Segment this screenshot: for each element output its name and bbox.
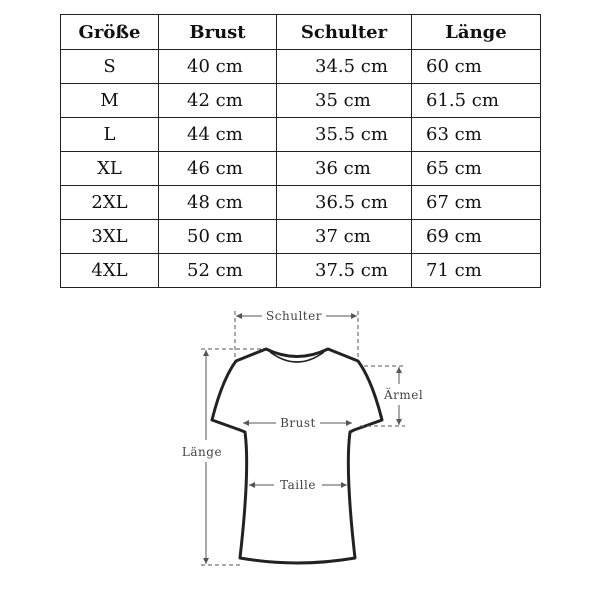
length-arrow-top (203, 350, 209, 356)
shoulder-cell: 37.5 cm (277, 254, 412, 288)
length-cell: 67 cm (412, 186, 541, 220)
length-arrow-bottom (203, 558, 209, 564)
table-row (61, 254, 541, 288)
chest-cell: 48 cm (159, 186, 277, 220)
chest-cell: 50 cm (159, 220, 277, 254)
size-chart-table (60, 14, 541, 288)
header-shoulder: Schulter (277, 15, 412, 50)
table-row (61, 220, 541, 254)
length-cell: 65 cm (412, 152, 541, 186)
waist-label: Taille (280, 478, 316, 492)
waist-arrow-left (249, 482, 255, 488)
chest-arrow-right (346, 420, 352, 426)
length-cell: 60 cm (412, 50, 541, 84)
header-chest: Brust (159, 15, 277, 50)
length-cell: 69 cm (412, 220, 541, 254)
shoulder-cell: 36 cm (277, 152, 412, 186)
chest-cell: 40 cm (159, 50, 277, 84)
shoulder-cell: 36.5 cm (277, 186, 412, 220)
size-cell: L (61, 118, 159, 152)
size-cell: S (61, 50, 159, 84)
chest-label: Brust (280, 416, 316, 430)
size-cell: XL (61, 152, 159, 186)
table-row (61, 50, 541, 84)
tshirt-outline (212, 349, 382, 563)
size-cell: 2XL (61, 186, 159, 220)
shoulder-arrow-left (236, 313, 242, 319)
size-cell: 3XL (61, 220, 159, 254)
tshirt-measurement-diagram (0, 300, 600, 600)
table-row (61, 152, 541, 186)
sleeve-arrow-bottom (396, 419, 402, 425)
chest-cell: 46 cm (159, 152, 277, 186)
shoulder-label: Schulter (266, 309, 322, 323)
chest-cell: 52 cm (159, 254, 277, 288)
chest-arrow-left (243, 420, 249, 426)
header-size: Größe (61, 15, 159, 50)
table-row (61, 84, 541, 118)
shoulder-cell: 35 cm (277, 84, 412, 118)
table-row (61, 118, 541, 152)
length-cell: 71 cm (412, 254, 541, 288)
chest-cell: 44 cm (159, 118, 277, 152)
shoulder-cell: 35.5 cm (277, 118, 412, 152)
shoulder-cell: 34.5 cm (277, 50, 412, 84)
table-header-row (61, 15, 541, 50)
table-row (61, 186, 541, 220)
waist-arrow-right (341, 482, 347, 488)
shoulder-cell: 37 cm (277, 220, 412, 254)
header-length: Länge (412, 15, 541, 50)
size-cell: 4XL (61, 254, 159, 288)
sleeve-label: Ärmel (384, 388, 424, 402)
shoulder-arrow-right (351, 313, 357, 319)
chest-cell: 42 cm (159, 84, 277, 118)
sleeve-arrow-top (396, 367, 402, 373)
length-cell: 63 cm (412, 118, 541, 152)
length-label: Länge (181, 445, 223, 459)
length-cell: 61.5 cm (412, 84, 541, 118)
size-cell: M (61, 84, 159, 118)
